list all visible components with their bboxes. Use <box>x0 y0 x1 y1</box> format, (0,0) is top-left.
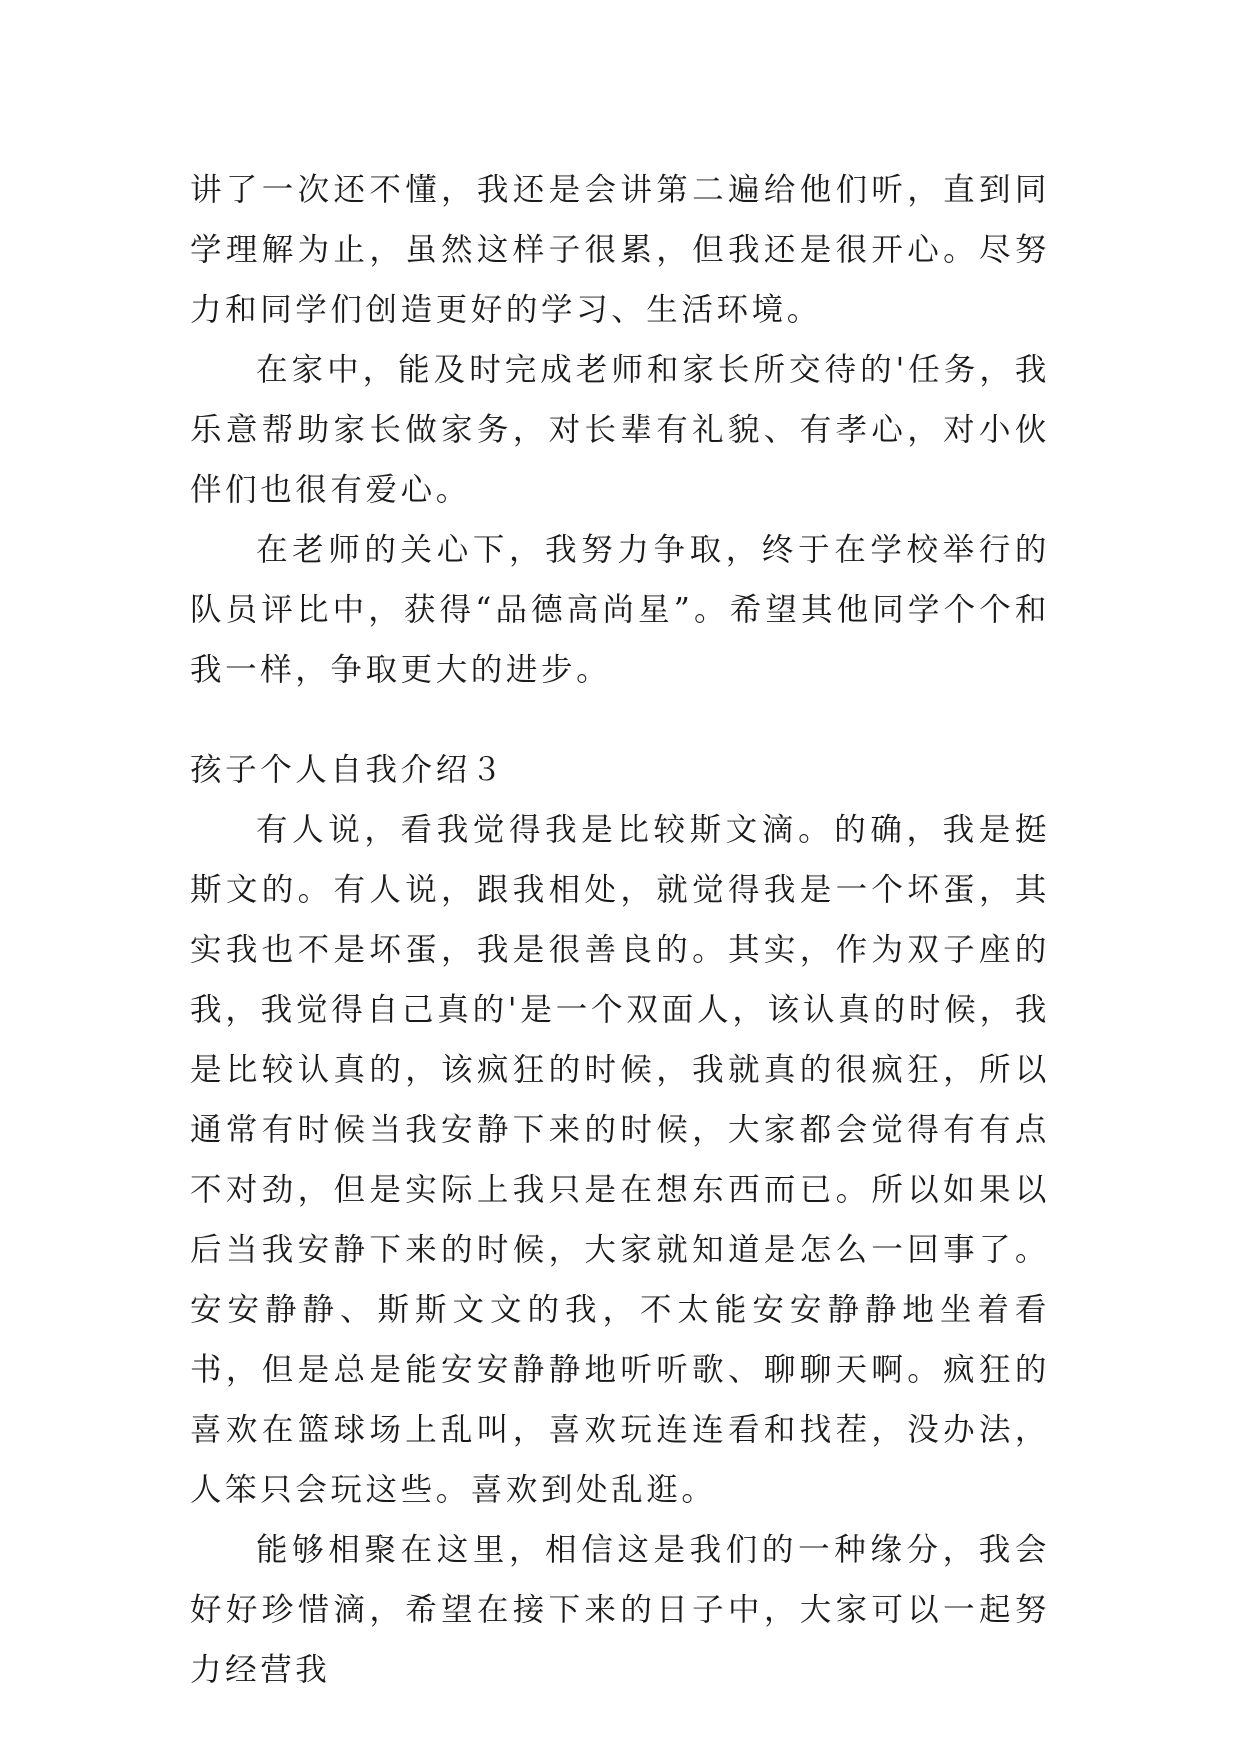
section-heading: 孩子个人自我介绍３ <box>190 752 506 788</box>
document-body <box>190 160 1050 1700</box>
paragraph-self-description: 有人说，看我觉得我是比较斯文滴。的确，我是挺斯文的。有人说，跟我相处，就觉得我是一个坏蛋，其实我也不是坏蛋，我是很善良的。其实，作为双子座的我，我觉得自己真的'是一个双面人，该认真的时候，我是比较认真的，该疯狂的时候，我就真的很疯狂，所以通常有时候当我安静下来的时候，大家都会觉得有有点不对劲，但是实际上我只是在想东西而已。所以如果以后当我安静下来的时候，大家就知道是怎么一回事了。安安静静、斯斯文文的我，不太能安安静静地坐着看书，但是总是能安安静静地听听歌、聊聊天啊。疯狂的喜欢在篮球场上乱叫，喜欢玩连连看和找茬，没办法，人笨只会玩这些。喜欢到处乱逛。 <box>190 812 1050 1508</box>
paragraph-award: 在老师的关心下，我努力争取，终于在学校举行的队员评比中，获得“品德高尚星”。希望其他同学个个和我一样，争取更大的进步。 <box>190 532 1050 688</box>
paragraph-continued: 讲了一次还不懂，我还是会讲第二遍给他们听，直到同学理解为止，虽然这样子很累，但我还是很开心。尽努力和同学们创造更好的学习、生活环境。 <box>190 172 1050 328</box>
paragraph-home: 在家中，能及时完成老师和家长所交待的'任务，我乐意帮助家长做家务，对长辈有礼貌、有孝心，对小伙伴们也很有爱心。 <box>190 352 1050 508</box>
paragraph-closing: 能够相聚在这里，相信这是我们的一种缘分，我会好好珍惜滴，希望在接下来的日子中，大家可以一起努力经营我 <box>190 1532 1050 1688</box>
